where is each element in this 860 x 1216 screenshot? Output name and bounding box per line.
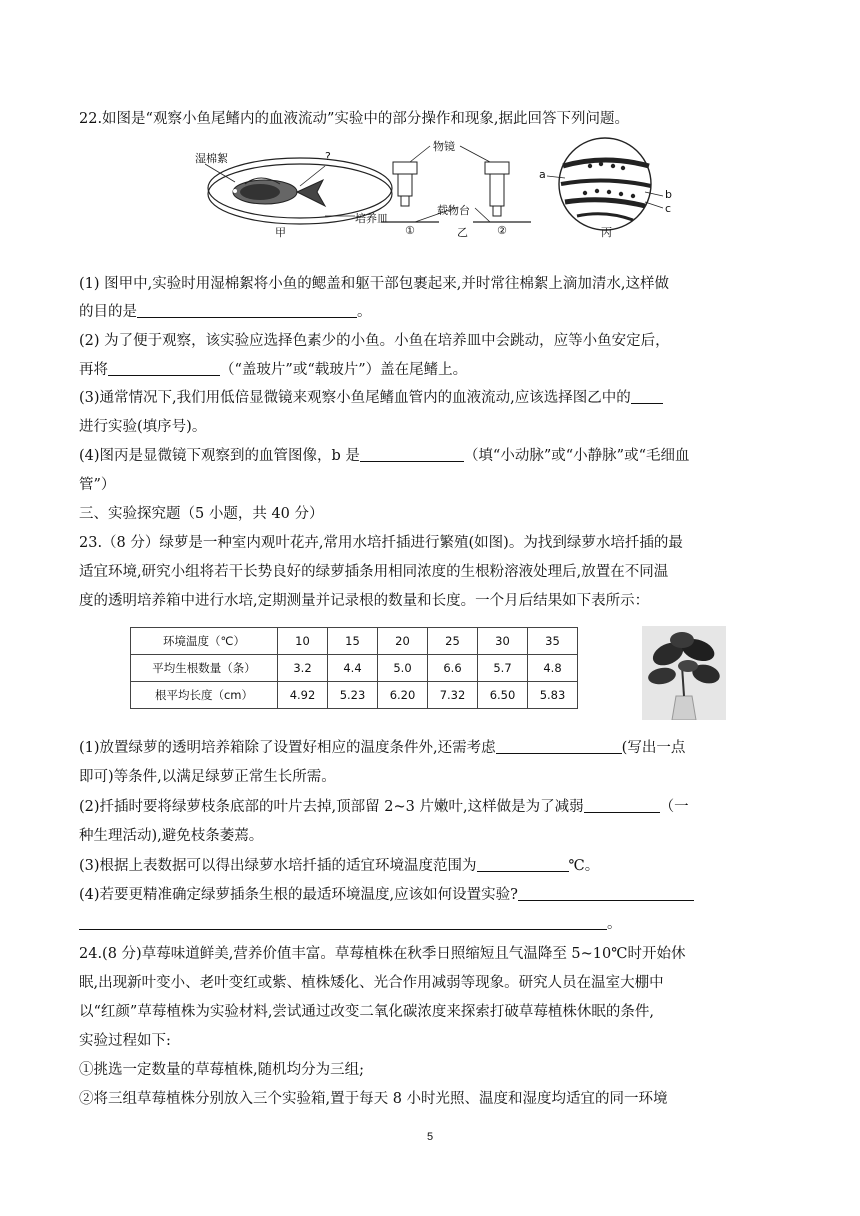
table-cell: 4.8	[528, 655, 578, 682]
label-yi: 乙	[457, 226, 468, 239]
q22-stem: 22.如图是“观察小鱼尾鳍内的血液流动”实验中的部分操作和现象,据此回答下列问题。	[79, 111, 629, 127]
label-stage: 载物台	[437, 204, 470, 217]
q22-part4-line1: (4)图丙是显微镜下观察到的血管图像，b 是 （填“小动脉”或“小静脉”或“毛细血	[79, 445, 690, 467]
table-row	[131, 682, 578, 709]
q23-stem-line2: 适宜环境,研究小组将若干长势良好的绿萝插条用相同浓度的生根粉溶液处理后,放置在不同温	[79, 564, 669, 580]
q23-data-table	[130, 627, 578, 709]
table-cell: 3.2	[278, 655, 328, 682]
table-cell: 5.0	[378, 655, 428, 682]
q23-part2-line2: 种生理活动),避免枝条萎蔫。	[79, 828, 264, 844]
q23-part4-line1: (4)若要更精准确定绿萝插条生根的最适环境温度,应该如何设置实验?	[79, 884, 694, 906]
answer-blank[interactable]	[137, 301, 357, 318]
q24-stem-line3: 以“红颜”草莓植株为实验材料,尝试通过改变二氧化碳浓度来探索打破草莓植株休眠的条件,	[79, 1004, 655, 1020]
table-row-header: 平均生根数量（条）	[131, 655, 278, 682]
table-cell: 6.6	[428, 655, 478, 682]
q22-part3-line1: (3)通常情况下,我们用低倍显微镜来观察小鱼尾鳍血管内的血液流动,应该选择图乙中的	[79, 387, 663, 409]
table-cell: 10	[278, 628, 328, 655]
pothos-plant-photo	[642, 626, 726, 720]
q22-part2-line2: 再将 （“盖玻片”或“载玻片”）盖在尾鳍上。	[79, 359, 467, 381]
table-cell: 20	[378, 628, 428, 655]
table-cell: 7.32	[428, 682, 478, 709]
label-b: b	[665, 188, 672, 201]
table-cell: 4.4	[328, 655, 378, 682]
q22-part4-line2: 管”）	[79, 477, 116, 493]
q23-stem-line3: 度的透明培养箱中进行水培,定期测量并记录根的数量和长度。一个月后结果如下表所示：	[79, 593, 650, 609]
table-cell: 35	[528, 628, 578, 655]
q22-part2-line1: (2) 为了便于观察，该实验应选择色素少的小鱼。小鱼在培养皿中会跳动，应等小鱼安定后，	[79, 333, 670, 349]
table-cell: 6.50	[478, 682, 528, 709]
table-row-header: 根平均长度（cm）	[131, 682, 278, 709]
q24-step1: ①挑选一定数量的草莓植株,随机均分为三组;	[79, 1062, 364, 1078]
label-jia: 甲	[275, 226, 286, 239]
table-cell: 5.23	[328, 682, 378, 709]
label-wet-cotton: 湿棉絮	[195, 152, 228, 165]
label-question-mark: ?	[325, 150, 331, 163]
answer-blank[interactable]	[631, 387, 663, 404]
table-cell: 5.83	[528, 682, 578, 709]
answer-blank[interactable]	[79, 913, 607, 930]
answer-blank[interactable]	[496, 737, 622, 754]
answer-blank[interactable]	[477, 855, 569, 872]
table-row	[131, 628, 578, 655]
microscope-view-illustration	[547, 138, 663, 230]
answer-blank[interactable]	[584, 796, 660, 813]
table-row	[131, 655, 578, 682]
q23-stem-line1: 23.（8 分）绿萝是一种室内观叶花卉,常用水培扦插进行繁殖(如图)。为找到绿萝水培扦插的最	[79, 535, 683, 551]
q24-stem-line2: 眠,出现新叶变小、老叶变红或紫、植株矮化、光合作用减弱等现象。研究人员在温室大棚中	[79, 975, 664, 991]
q24-stem-line1: 24.(8 分)草莓味道鲜美,营养价值丰富。草莓植株在秋季日照缩短且气温降至 5~10℃时开始休	[79, 946, 686, 962]
q23-part3-line1: (3)根据上表数据可以得出绿萝水培扦插的适宜环境温度范围为 ℃。	[79, 855, 599, 877]
label-objective: 物镜	[433, 140, 455, 153]
q23-part2-line1: (2)扦插时要将绿萝枝条底部的叶片去掉,顶部留 2~3 片嫩叶,这样做是为了减弱 （一	[79, 796, 689, 818]
answer-blank[interactable]	[360, 445, 464, 462]
q23-part1-line1: (1)放置绿萝的透明培养箱除了设置好相应的温度条件外,还需考虑 (写出一点	[79, 737, 685, 759]
label-two: ②	[497, 224, 507, 237]
label-one: ①	[405, 224, 415, 237]
table-cell: 25	[428, 628, 478, 655]
table-cell: 15	[328, 628, 378, 655]
q22-part1-line1: (1) 图甲中,实验时用湿棉絮将小鱼的鳃盖和躯干部包裹起来,并时常往棉絮上滴加清水,这样做	[79, 276, 669, 292]
q23-part4-line2: 。	[79, 913, 622, 935]
q22-figures	[195, 136, 675, 239]
q22-part3-line2: 进行实验(填序号)。	[79, 419, 207, 435]
label-c: c	[665, 202, 672, 215]
q24-stem-line4: 实验过程如下:	[79, 1033, 171, 1049]
table-cell: 4.92	[278, 682, 328, 709]
table-cell: 5.7	[478, 655, 528, 682]
label-dish: 培养皿	[355, 212, 388, 225]
label-a: a	[539, 168, 546, 181]
answer-blank[interactable]	[518, 884, 694, 901]
section-3-heading: 三、实验探究题（5 小题，共 40 分）	[79, 506, 324, 522]
answer-blank[interactable]	[108, 359, 220, 376]
table-row-header: 环境温度（℃）	[131, 628, 278, 655]
label-bing: 丙	[601, 226, 612, 239]
q23-part1-line2: 即可)等条件,以满足绿萝正常生长所需。	[79, 769, 336, 785]
page-number: 5	[426, 1131, 434, 1143]
table-cell: 30	[478, 628, 528, 655]
q22-part1-line2: 的目的是 。	[79, 301, 372, 323]
table-cell: 6.20	[378, 682, 428, 709]
q24-step2: ②将三组草莓植株分别放入三个实验箱,置于每天 8 小时光照、温度和湿度均适宜的同一环境	[79, 1091, 668, 1107]
